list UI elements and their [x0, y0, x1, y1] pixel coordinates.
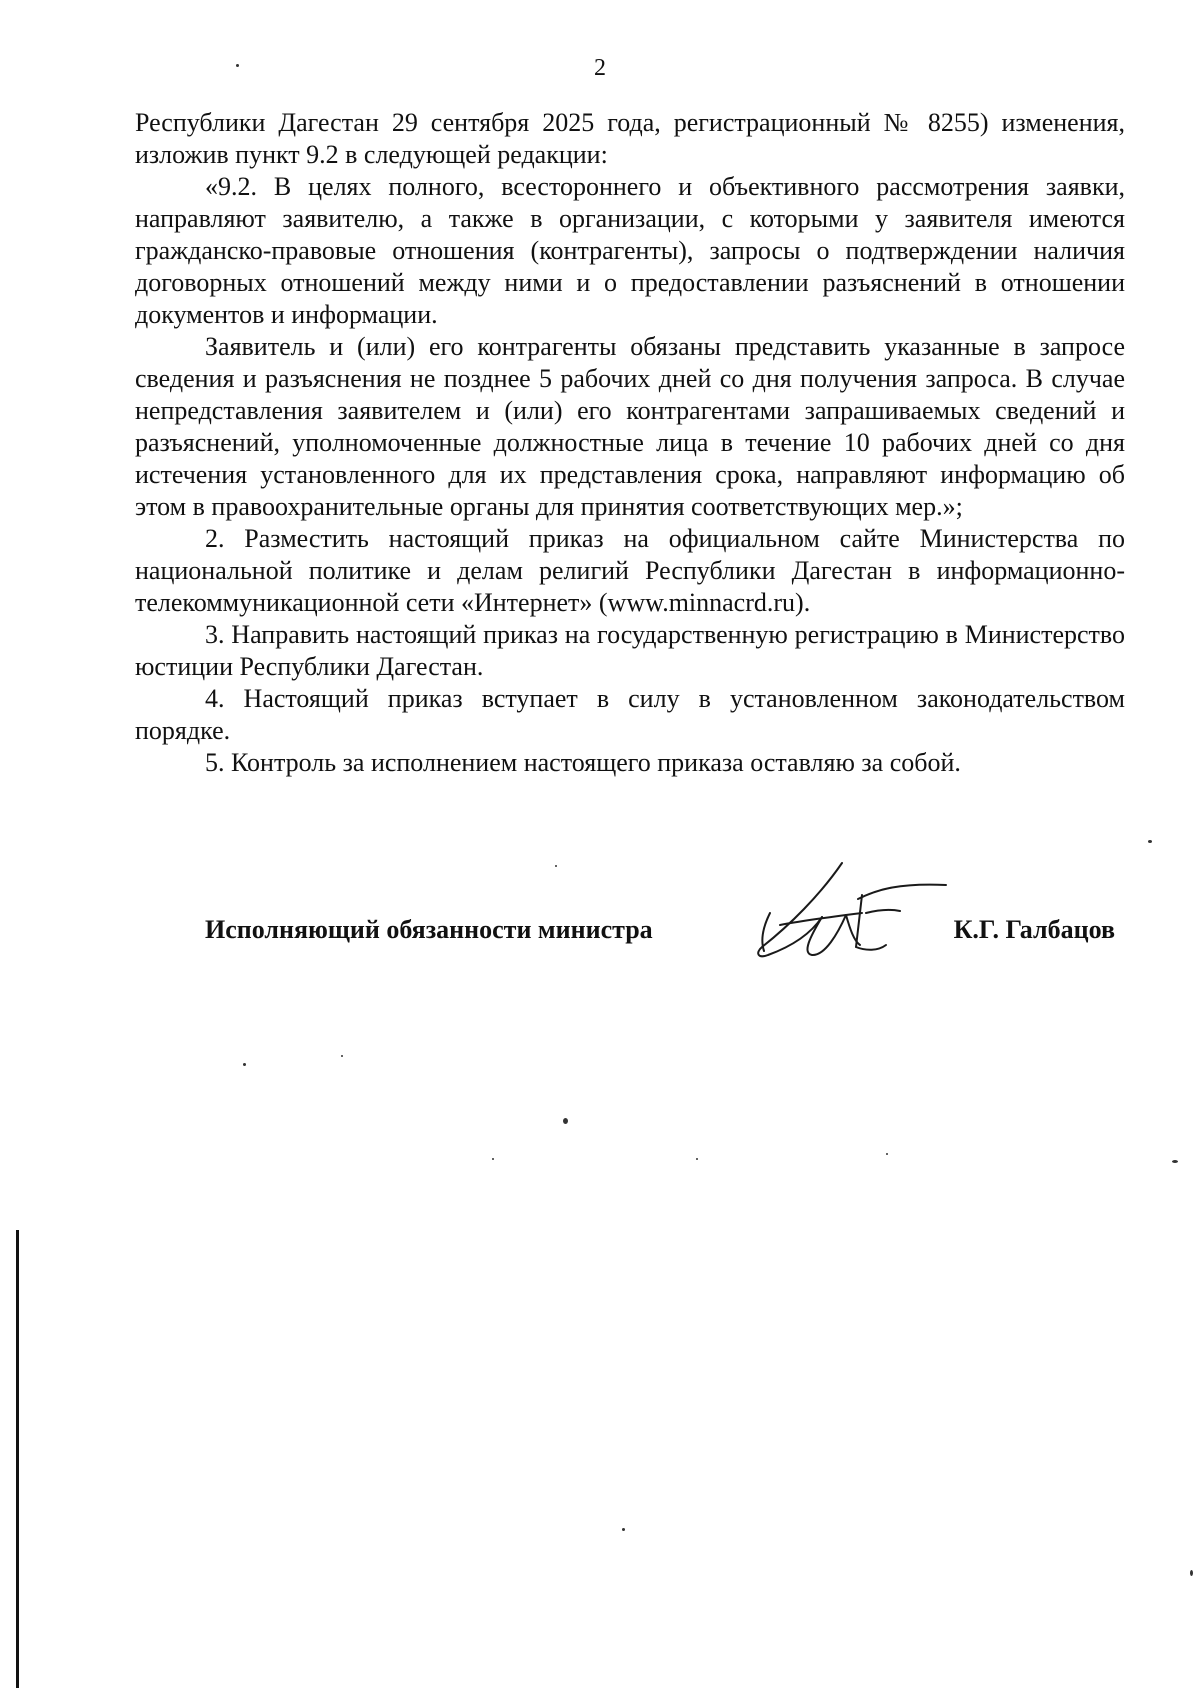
scan-speck [563, 1118, 568, 1124]
scan-speck [696, 1158, 698, 1160]
paragraph-item-2: 2. Разместить настоящий приказ на официальном сайте Министерства по национальной политике и делам религий Республики Дагестан в информационно-телекоммуникационной сети «Интернет» (www.minnacrd.ru). [135, 524, 1125, 617]
signature-block [205, 912, 1125, 972]
scan-speck [492, 1158, 494, 1160]
scan-speck [243, 1063, 246, 1066]
scan-speck [622, 1528, 625, 1531]
scan-edge-line [16, 1230, 19, 1688]
signatory-role: Исполняющий обязанности министра [205, 915, 653, 944]
signatory-name: К.Г. Галбацов [953, 915, 1115, 944]
scan-speck [236, 64, 239, 67]
scan-speck [1148, 840, 1152, 843]
paragraph-item-4: 4. Настоящий приказ вступает в силу в установленном законодательством порядке. [135, 684, 1125, 745]
paragraph-obligations: Заявитель и (или) его контрагенты обязаны представить указанные в запросе сведения и разъяснения не позднее 5 рабочих дней со дня получения запроса. В случае непредставления заявителем и (или) его контрагентами запрашиваемых сведений и разъяснений, уполномоченные должностные лица в течение 10 рабочих дней со дня истечения установленного для их представления срока, направляют информацию об этом в правоохранительные органы для принятия соответствующих мер.»; [135, 332, 1125, 521]
document-body [135, 107, 1125, 779]
scan-speck [1190, 1570, 1193, 1576]
paragraph-clause-9-2: «9.2. В целях полного, всестороннего и объективного рассмотрения заявки, направляют заявителю, а также в организации, с которыми у заявителя имеются гражданско-правовые отношения (контрагенты), запросы о подтверждении наличия договорных отношений между ними и о предоставлении разъяснений в отношении документов и информации. [135, 172, 1125, 329]
page-number: 2 [594, 55, 606, 81]
paragraph-intro: Республики Дагестан 29 сентября 2025 года, регистрационный № 8255) изменения, изложив пункт 9.2 в следующей редакции: [135, 108, 1125, 169]
scan-speck [886, 1153, 888, 1155]
scan-speck [1172, 1160, 1178, 1163]
paragraph-item-3: 3. Направить настоящий приказ на государственную регистрацию в Министерство юстиции Республики Дагестан. [135, 620, 1125, 681]
handwritten-signature-icon [750, 855, 970, 975]
scan-speck [555, 865, 557, 867]
paragraph-item-5: 5. Контроль за исполнением настоящего приказа оставляю за собой. [205, 748, 961, 777]
scan-speck [341, 1055, 343, 1057]
